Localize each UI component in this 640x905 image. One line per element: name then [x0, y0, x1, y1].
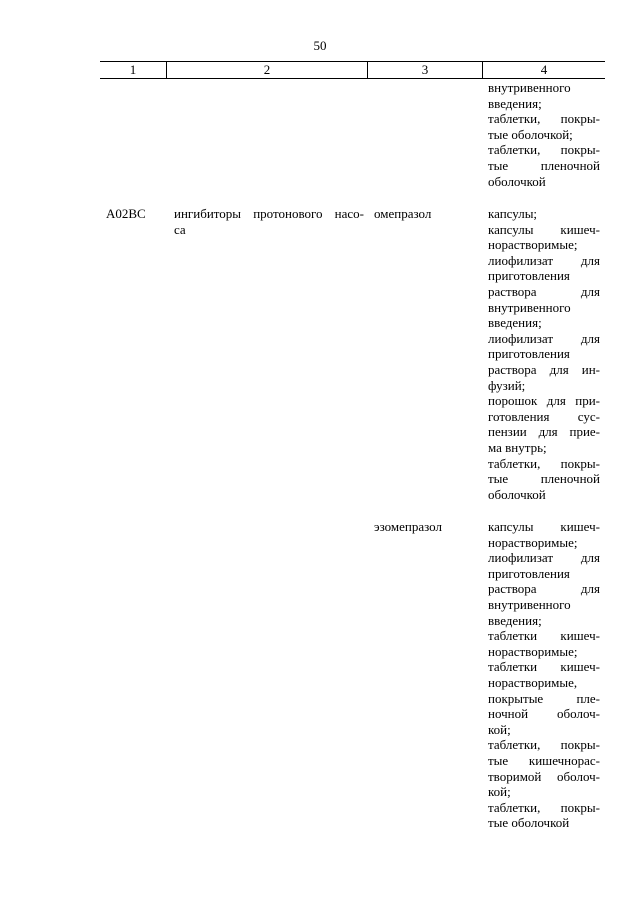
- dosage-form-line: творимой оболоч-: [488, 768, 600, 784]
- dosage-form-line: таблетки, покры-: [488, 799, 600, 815]
- dosage-form-line: лиофилизат для: [488, 330, 600, 346]
- dosage-form-line: внутривенного: [488, 596, 571, 612]
- dosage-form-line: внутривенного: [488, 299, 571, 315]
- dosage-form-line: таблетки кишеч-: [488, 628, 600, 644]
- dosage-form-line: норастворимые;: [488, 643, 578, 659]
- dosage-form-line: норастворимые,: [488, 674, 578, 690]
- dosage-form-line: фузий;: [488, 377, 526, 393]
- dosage-form-line: введения;: [488, 315, 542, 331]
- dosage-form-line: тые оболочкой;: [488, 126, 573, 142]
- dosage-form-line: оболочкой: [488, 173, 546, 189]
- column-header-1: 1: [129, 62, 137, 77]
- dosage-form-line: пензии для прие-: [488, 424, 600, 440]
- dosage-form-line: тые оболочкой: [488, 815, 570, 831]
- atc-group-name: [174, 206, 364, 237]
- atc-group-name-line: ингибиторы протонового насо-: [174, 206, 364, 221]
- dosage-form-line: ночной оболоч-: [488, 706, 600, 722]
- dosage-form-line: введения;: [488, 95, 542, 111]
- dosage-form-line: оболочкой: [488, 486, 546, 502]
- dosage-forms-omeprazole: [488, 206, 600, 502]
- dosage-form-line: таблетки, покры-: [488, 111, 600, 127]
- dosage-form-line: лиофилизат для: [488, 550, 600, 566]
- dosage-form-line: раствора для: [488, 283, 600, 299]
- column-header-3: 3: [421, 62, 429, 77]
- dosage-form-line: капсулы;: [488, 206, 538, 221]
- dosage-form-line: порошок для при-: [488, 393, 600, 409]
- dosage-form-line: норастворимые;: [488, 534, 578, 550]
- dosage-form-line: тые кишечнорас-: [488, 752, 600, 768]
- dosage-form-line: введения;: [488, 612, 542, 628]
- dosage-form-line: ма внутрь;: [488, 439, 547, 455]
- dosage-form-line: таблетки, покры-: [488, 142, 600, 158]
- continuation-dosage-forms: [488, 80, 600, 189]
- dosage-form-line: капсулы кишеч-: [488, 519, 600, 534]
- dosage-form-line: тые пленочной: [488, 471, 600, 487]
- table-column-header: [100, 61, 605, 79]
- column-header-2: 2: [263, 62, 271, 77]
- dosage-form-line: таблетки, покры-: [488, 737, 600, 753]
- dosage-form-line: таблетки, покры-: [488, 455, 600, 471]
- dosage-form-line: покрытые пле-: [488, 690, 600, 706]
- dosage-form-line: норастворимые;: [488, 237, 578, 253]
- atc-group-name-line: са: [174, 221, 186, 237]
- column-header-4: 4: [540, 62, 548, 77]
- drug-name-esomeprazole: эзомепразол: [374, 519, 442, 534]
- dosage-form-line: приготовления: [488, 346, 570, 362]
- dosage-form-line: тые пленочной: [488, 157, 600, 173]
- page-number: 50: [313, 38, 327, 53]
- dosage-form-line: внутривенного: [488, 80, 571, 95]
- drug-name-omeprazole: омепразол: [374, 206, 432, 221]
- dosage-form-line: кой;: [488, 784, 511, 800]
- dosage-form-line: раствора для: [488, 581, 600, 597]
- dosage-form-line: лиофилизат для: [488, 252, 600, 268]
- dosage-form-line: готовления сус-: [488, 408, 600, 424]
- dosage-form-line: капсулы кишеч-: [488, 221, 600, 237]
- dosage-form-line: приготовления: [488, 268, 570, 284]
- dosage-form-line: кой;: [488, 721, 511, 737]
- dosage-form-line: приготовления: [488, 565, 570, 581]
- dosage-forms-esomeprazole: [488, 519, 600, 831]
- atc-code: A02BC: [106, 206, 146, 221]
- dosage-form-line: таблетки кишеч-: [488, 659, 600, 675]
- dosage-form-line: раствора для ин-: [488, 361, 600, 377]
